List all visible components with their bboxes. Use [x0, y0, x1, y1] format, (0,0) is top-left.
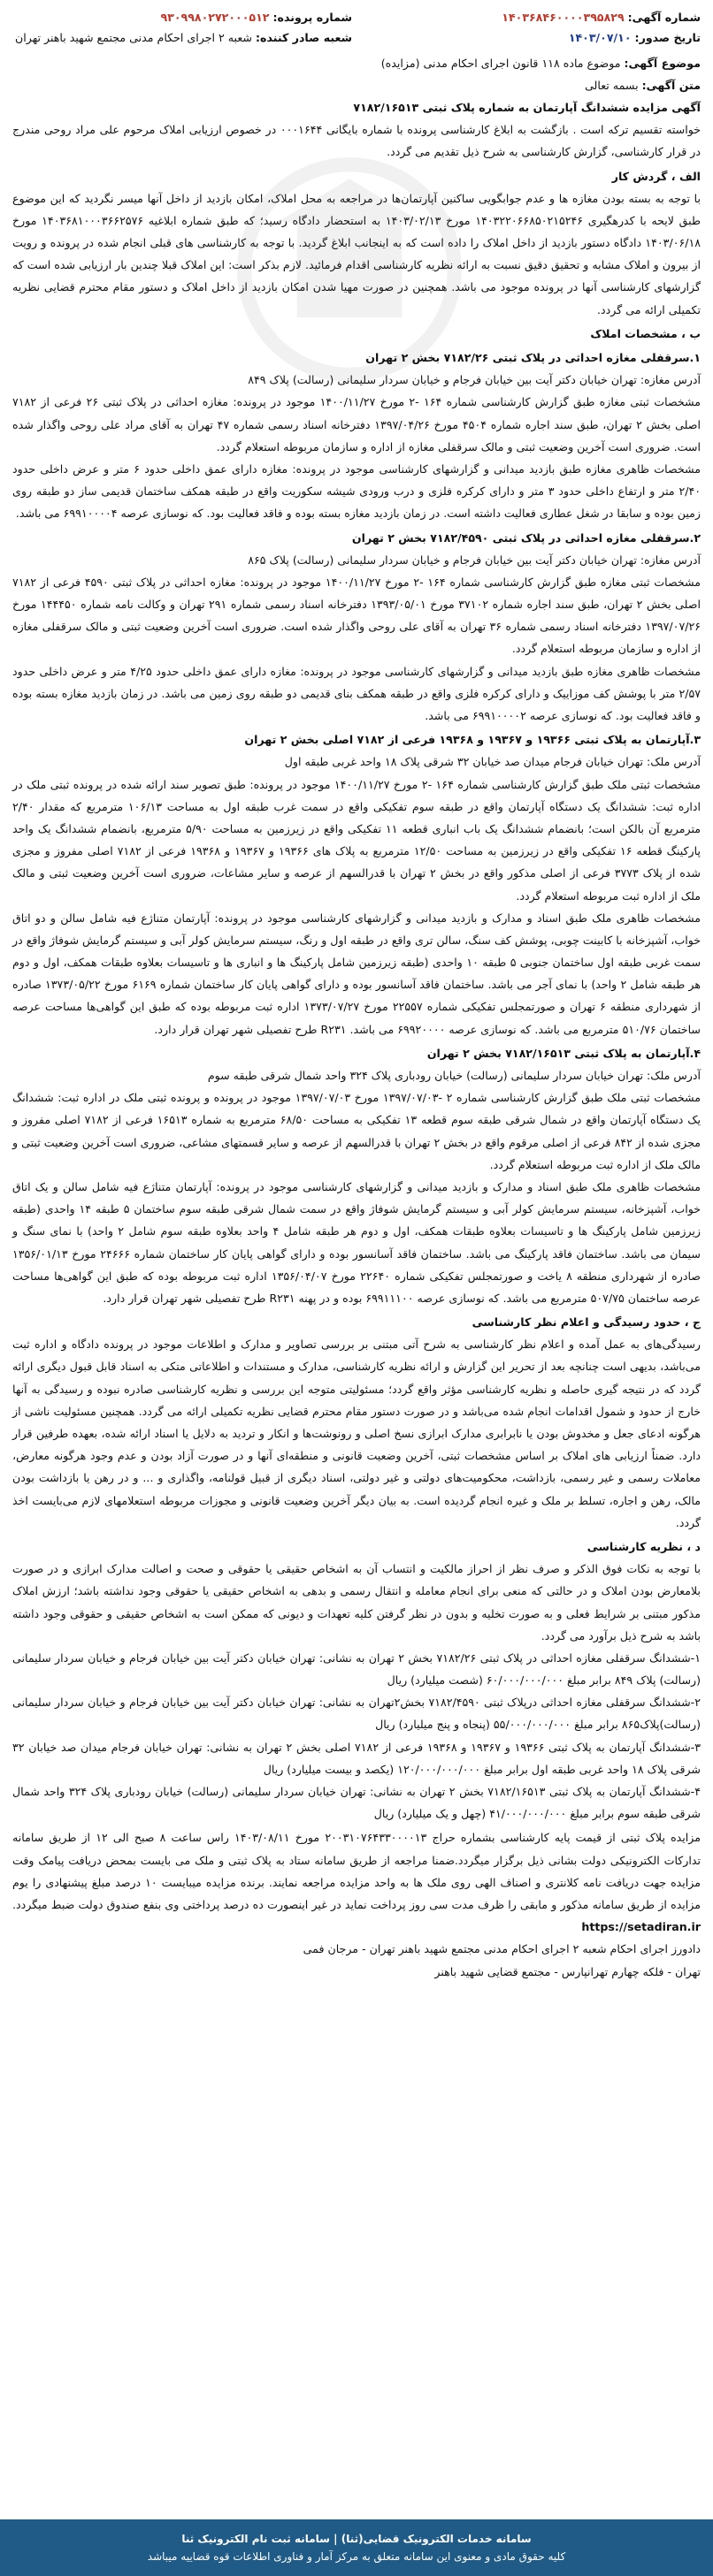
issue-date: ۱۴۰۳/۰۷/۱۰	[568, 31, 632, 45]
property-3-address: آدرس ملک: تهران خیابان فرجام میدان صد خیابان ۳۲ شرقی پلاک ۱۸ واحد غربی طبقه اول	[284, 755, 701, 769]
subject-text: موضوع ماده ۱۱۸ قانون اجرای احکام مدنی (مزایده)	[380, 56, 621, 70]
property-1-address: آدرس مغازه: تهران خیابان دکتر آیت بین خیابان فرجام و خیابان سردار سلیمانی (رسالت) پلاک ۸۴۹	[248, 373, 701, 387]
section-b-title: ب ، مشخصات املاک	[590, 326, 701, 340]
property-3-physical: مشخصات ظاهری ملک طبق اسناد و مدارک و بازدید میدانی و گزارشهای کارشناسی موجود در پرونده: آپارتمان متناژع فیه شامل سالن و دو اتاق خواب، آشپزخانه با کابینت چوبی، پوشش کف سنگ، سالن تری واقع در طبقه اول و رنگ، سیستم سرمایش کولر آبی و سیستم گرمایش شوفاژ واقع در سمت غربی طبقه اول ساختمان جنوبی ۵ طبقه ۱۰ واحدی (طبقه زیرزمین شامل پارکینگ ها و انباری ها و تاسیسات بعلاوه طبقات همکف، اول و دوم هر طبقه شامل ۲ واحد) با نمای آجر می باشد. ساختمان فاقد آسانسور بوده و دارای گواهی پایان کار ساختمان شماره ۶۱۶۹ مورخ ۱۳۷۳/۰۵/۲۲ صادره از شهرداری منطقه ۶ تهران و صورتمجلس تفکیکی شماره ۲۲۵۵۷ مورخ ۱۳۷۳/۰۷/۲۷ اداره ثبت مربوطه بوده که طبق این گواهی‌ها مساحت عرصه ساختمان ۵۱۰/۷۶ مترمربع می باشد. که نوسازی عرصه ۶۹۹۲۰۰۰۰ می باشد. R۲۳۱ طرح تفصیلی شهر تهران قرار دارد.	[12, 911, 702, 1036]
issuer-branch: شعبه ۲ اجرای احکام مدنی مجتمع شهید باهنر تهران	[15, 31, 252, 45]
ad-number: ۱۴۰۳۶۸۴۶۰۰۰۰۳۹۵۸۲۹	[502, 11, 625, 24]
section-a-title: الف ، گردش کار	[611, 169, 701, 183]
section-a-body: با توجه به بسته بودن مغازه ها و عدم جوابگویی ساکنین آپارتمان‌ها در مراجعه به محل املاک، امکان بازدید از داخل آنها میسر نگردید که این موضوع طبق لایحه با کدرهگیری ۱۴۰۳۲۲۰۶۶۸۵۰۲۱۵۲۴۶ مورخ ۱۴۰۳/۰۲/۱۳ به استحضار دادگاه رسید؛ که طبق شماره ابلاغیه ۱۴۰۳۶۸۱۰۰۰۳۶۶۲۵۷۶ مورخ ۱۴۰۳/۰۶/۱۸ دادگاه دستور بازدید از داخل املاک را داده است که به اینجانب ابلاغ گردید. با توجه به کارشناسی های قبلی انجام شده در پرونده و رویت از بیرون و املاک مشابه و تحقیق دقیق نسبت به ارائه نظریه کارشناسی اقدام فرمائید. لازم بذکر است: این املاک قبلا چندین بار ارزیابی شده است که گزارشهای کارشناسی آنها در پرونده موجود می باشد. همچنین در صورت مهیا شدن امکان بازدید از داخل املاک و دستور مقام محترم قضایی نظریه تکمیلی ارائه می گردد.	[12, 191, 702, 316]
ad-number-row	[361, 7, 701, 27]
property-4-registration: مشخصات ثبتی ملک طبق گزارش کارشناسی شماره ۲ -۱۳۹۷/۰۷/۰۳ مورخ ۱۳۹۷/۰۷/۰۳ موجود در پرونده و پرونده ثبتی ملک در اداره ثبت: ششدانگ یک دستگاه آپارتمان واقع در شمال شرقی طبقه سوم قطعه ۱۳ تفکیکی به مساحت ۶۸/۵۰ مترمربع به شماره ۱۶۵۱۳ فرعی از ۷۱۸۲ اصلی مفروز و مجزی شده از ۸۴۲ فرعی از اصلی مرقوم واقع در بخش ۲ تهران با قدرالسهم از عرصه و سایر قسمتهای مشاعی، ضروری است آخرین وضعیت ثبتی و مالک ملک از اداره ثبت مربوطه استعلام گردد.	[12, 1091, 701, 1171]
case-number-row	[12, 7, 352, 27]
ad-number-label: شماره آگهی:	[627, 11, 701, 24]
valuation-3: ۳-ششدانگ آپارتمان به پلاک ثبتی ۱۹۳۶۶ و ۱۹۳۶۷ و ۱۹۳۶۸ فرعی از ۷۱۸۲ اصلی بخش ۲ تهران به نشانی: تهران خیابان فرجام میدان صد خیابان ۳۲ شرقی پلاک ۱۸ واحد غربی طبقه اول برابر مبلغ ۱۲۰/۰۰۰/۰۰۰/۰۰۰ (یکصد و بیست میلیارد) ریال	[12, 1740, 701, 1776]
property-1-registration: مشخصات ثبتی مغازه طبق گزارش کارشناسی شماره ۱۶۴ -۲ مورخ ۱۴۰۰/۱۱/۲۷ موجود در پرونده: مغازه احداثی در پلاک ثبتی ۲۶ فرعی از ۷۱۸۲ اصلی بخش ۲ تهران، طبق سند اجاره شماره ۴۵۰۴ مورخ ۱۳۹۷/۰۴/۲۶ دفترخانه اسناد رسمی شماره ۴۷ تهران به آقای مراد علی روحی واگذار شده است. ضروری است آخرین وضعیت ثبتی و مالک سرقفلی مغازه از اداره و سازمان مربوطه استعلام گردد.	[12, 395, 701, 453]
section-d-title: د ، نظریه کارشناسی	[586, 1539, 701, 1553]
issue-date-label: تاریخ صدور:	[634, 31, 701, 45]
setad-link[interactable]: https://setadiran.ir	[581, 1920, 701, 1934]
section-c-body: رسیدگی‌های به عمل آمده و اعلام نظر کارشناسی به شرح آتی مبتنی بر بررسی تصاویر و مدارک و اطلاعات موجود در پرونده دادگاه و اداره ثبت می‌باشد، بدیهی است چنانچه بعد از تحریر این گزارش و ارائه نظریه کارشناسی، مدارک و مستندات و اطلاعاتی متکی به اسناد قابل قبول دیگری ارائه گردد که در نتیجه گیری حاصله و نظریه کارشناسی مؤثر واقع گردد؛ مسئولیتی متوجه این بررسی و نظریه کارشناسی صادره نبوده و رسیدگی به آنها خارج از حدود و شمول اقدامات انجام شده می‌باشد و در صورت دستور مقام محترم قضایی نظریه تکمیلی ارائه می گردد. همچنین مسئولیت ناشی از هرگونه ادعای جعل و مخدوش بودن یا نابرابری مدارک ابرازی نسخ اصلی و رونوشت‌ها و انکار و تردید به دلایل یا اسناد ارائه شده، بعهده طرفین قرار دارد. ضمناً ارزیابی های املاک بر اساس مشخصات ثبتی، آخرین وضعیت قانونی و منطقه‌ای آنها و در صورت آزاد بودن و عدم وجود هرگونه معارض، معاملات رسمی و غیر رسمی، بازداشت، محکومیت‌های دولتی و غیر دولتی، اسناد دیگری از قبیل قولنامه، واگذاری و ... و در رهن یا بازداشت بودن مالک، رهن و اجاره، تسلط بر ملک و غیره انجام گردیده است. به بیان دیگر آخرین وضعیت قانونی و مجوزات مربوطه استعلامهای لازم می‌بایست اخذ گردد.	[12, 1338, 701, 1529]
case-number: ۹۳۰۹۹۸۰۲۷۲۰۰۰۵۱۲	[160, 11, 270, 24]
subject-line	[12, 52, 701, 74]
text-label: متن آگهی:	[641, 78, 701, 92]
property-2-address: آدرس مغازه: تهران خیابان دکتر آیت بین خیابان فرجام و خیابان سردار سلیمانی (رسالت) پلاک ۸۶۵	[248, 553, 701, 567]
signature-line-2: تهران - فلکه چهارم تهرانپارس - مجتمع قضایی شهید باهنر	[434, 1964, 701, 1978]
section-d-body: با توجه به نکات فوق الذکر و صرف نظر از احراز مالکیت و انتساب آن به اشخاص حقیقی یا حقوقی و صحت و اصالت مدارک ابرازی و در صورت بلامعارض بودن املاک و در حالتی که منعی برای انجام معامله و انتقال رسمی و بدهی به اشخاص حقیقی یا حقوقی وجود نداشته باشد؛ ارزش املاک مذکور مبتنی بر شرایط فعلی و به صورت تخلیه و بدون در نظر گرفتن کلیه تعهدات و دیونی که ممکن است به اشخاص حقیقی و حقوقی وجود داشته باشد به شرح ذیل برآورد می گردد.	[12, 1562, 701, 1642]
issuer-label: شعبه صادر کننده:	[255, 31, 352, 45]
issue-date-row	[361, 27, 701, 48]
property-4-address: آدرس ملک: تهران خیابان سردار سلیمانی (رسالت) خیابان رودباری پلاک ۳۲۴ واحد شمال شرقی طبقه سوم	[207, 1069, 701, 1083]
text-intro: بسمه تعالی	[585, 78, 639, 92]
property-2-physical: مشخصات ظاهری مغازه طبق بازدید میدانی و گزارشهای کارشناسی موجود در پرونده: مغازه دارای عمق داخلی حدود ۴/۲۵ متر و عرض داخلی حدود ۲/۵۷ متر با پوشش کف موزاییک و دارای کرکره فلزی واقع در طبقه همکف بنای قدیمی دو طبقه روی زمین می باشد. در زمان بازدید مغازه بسته بوده و فاقد فعالیت بود. که نوسازی عرصه ۶۹۹۱۰۰۰۰۲ می باشد.	[12, 664, 701, 723]
property-1-title: ۱.سرقفلی مغازه احداثی در پلاک ثبتی ۷۱۸۲/۲۶ بخش ۲ تهران	[365, 351, 701, 365]
issuer-row	[12, 27, 352, 48]
property-3-title: ۳.آپارتمان به پلاک ثبتی ۱۹۳۶۶ و ۱۹۳۶۷ و ۱۹۳۶۸ فرعی از ۷۱۸۲ اصلی بخش ۲ تهران	[244, 733, 701, 747]
property-2-registration: مشخصات ثبتی مغازه طبق گزارش کارشناسی شماره ۱۶۴ -۲ مورخ ۱۴۰۰/۱۱/۲۷ موجود در پرونده: مغازه احداثی در پلاک ثبتی ۴۵۹۰ فرعی از ۷۱۸۲ اصلی بخش ۲ تهران، طبق سند اجاره شماره ۳۷۱۰۲ مورخ ۱۳۹۳/۰۵/۰۱ دفترخانه اسناد رسمی شماره ۲۹۱ تهران و وکالت نامه شماره ۱۴۴۴۵۰ مورخ ۱۳۹۷/۰۷/۲۶ دفترخانه اسناد رسمی شماره ۳۶ تهران به آقای علی روحی واگذار شده است. ضروری است آخرین وضعیت ثبتی و مالک سرقفلی مغازه از اداره و سازمان مربوطه استعلام گردد.	[12, 575, 702, 656]
valuation-1: ۱-ششدانگ سرقفلی مغازه احداثی در پلاک ثبتی ۷۱۸۲/۲۶ بخش ۲ تهران به نشانی: تهران خیابان دکتر آیت بین خیابان فرجام و خیابان سردار سلیمانی (رسالت) پلاک ۸۴۹ برابر مبلغ ۶۰/۰۰۰/۰۰۰/۰۰۰ (شصت میلیارد) ریال	[12, 1650, 701, 1688]
intro-paragraph: خواسته تقسیم ترکه است . بازگشت به ابلاغ کارشناسی پرونده با شماره بایگانی ۰۰۰۱۶۴۴ در خصوص ارزیابی املاک مرحوم علی مراد روحی مندرج در قرار کارشناسی، گزارش کارشناسی به شرح ذیل تقدیم می گردد.	[12, 123, 701, 159]
auction-paragraph	[12, 1826, 701, 1938]
case-number-label: شماره پرونده:	[272, 11, 352, 24]
auction-text: مزایده پلاک ثبتی از قیمت پایه کارشناسی بشماره حراج ۲۰۰۳۱۰۷۶۴۳۳۰۰۰۰۱۳ مورخ ۱۴۰۳/۰۸/۱۱ راس ساعت ۸ صبح الی ۱۲ از طریق سامانه تدارکات الکترونیکی دولت بشانی ذیل برگزار میگردد.ضمنا مراجعه از طریق سامانه ستاد به پلاک ثبتی و ملک می بایست بمحض دریافت پیامک وقت مزایده جهت دریافت نامه کلانتری و اصناف الهی روی ملک ها به واحد مزایده مراجعه نمایند. برنده مزایده میبایست ۱۰ درصد مبلغ پیشنهادی را یوم مزایده از طریق سامانه مذکور و مابقی را ظرف مدت سی روز پرداخت نماید در غیر اینصورت ده درصد پرداختی وی بنفع صندوق دولت ضبط میگردد.	[12, 1831, 701, 1911]
subject-label: موضوع آگهی:	[624, 56, 701, 70]
text-label-line	[12, 74, 701, 96]
footer-links[interactable]: سامانه خدمات الکترونیک قضایی(ثنا) | سامانه ثبت نام الکترونیک ثنا	[181, 2533, 532, 2545]
valuation-2: ۲-ششدانگ سرقفلی مغازه احداثی درپلاک ثبتی ۷۱۸۲/۴۵۹۰ بخش۲تهران به نشانی: تهران خیابان دکتر آیت بین خیابان فرجام و خیابان سردار سلیمانی (رسالت)پلاک۸۶۵ برابر مبلغ ۵۵/۰۰۰/۰۰۰/۰۰۰ (پنجاه و پنج میلیارد) ریال	[12, 1696, 701, 1732]
notice-title: آگهی مزایده ششدانگ آپارتمان به شماره پلاک ثبتی ۷۱۸۲/۱۶۵۱۳	[353, 100, 701, 114]
footer-copyright: کلیه حقوق مادی و معنوی این سامانه متعلق به مرکز آمار و فناوری اطلاعات قوه قضاییه میباشد	[147, 2550, 566, 2564]
valuation-4: ۴-ششدانگ آپارتمان به پلاک ثبتی ۷۱۸۲/۱۶۵۱۳ بخش ۲ تهران به نشانی: تهران خیابان سردار سلیمانی (رسالت) خیابان رودباری پلاک ۳۲۴ واحد شمال شرقی طبقه سوم برابر مبلغ ۴۱/۰۰۰/۰۰۰/۰۰۰ (چهل و یک میلیارد) ریال	[12, 1785, 701, 1821]
property-3-registration: مشخصات ثبتی ملک طبق گزارش کارشناسی شماره ۱۶۴ -۲ مورخ ۱۴۰۰/۱۱/۲۷ موجود در پرونده: طبق تصویر سند ارائه شده در پرونده ثبتی ملک در اداره ثبت: ششدانگ یک دستگاه آپارتمان واقع در طبقه سوم تفکیکی واقع در سمت غرب طبقه اول به مساحت ۱۰۶/۱۳ مترمربع که مقدار ۲/۴۰ مترمربع آن بالکن است؛ بانضمام ششدانگ یک باب انباری قطعه ۱۱ تفکیکی واقع در زیرزمین به مساحت ۵/۹۰ مترمربع، بانضمام ششدانگ یک واحد پارکینگ قطعه ۱۶ تفکیکی واقع در زیرزمین به مساحت ۱۲/۵۰ مترمربع به پلاک های ۱۹۳۶۶ و ۱۹۳۶۷ و ۱۹۳۶۸ فرعی از ۷۱۸۲ اصلی مفروز و مجزی شده از پلاک ۳۷۷۳ فرعی از اصلی مذکور واقع در بخش ۲ تهران با قدرالسهم از عرصه و سایر مشاعات، ضروری است آخرین وضعیت ثبتی و مالک ملک از اداره ثبت مربوطه استعلام گردد.	[12, 777, 701, 903]
notice-header	[12, 7, 701, 49]
property-2-title: ۲.سرقفلی مغازه احداثی در پلاک ثبتی ۷۱۸۲/۴۵۹۰ بخش ۲ تهران	[351, 530, 701, 545]
sana-footer	[0, 2519, 713, 2576]
property-1-physical: مشخصات ظاهری مغازه طبق بازدید میدانی و گزارشهای کارشناسی موجود در پرونده: مغازه دارای عمق داخلی حدود ۶ متر و عرض داخلی حدود ۲/۴۰ متر و ارتفاع داخلی حدود ۳ متر و دارای کرکره فلزی و درب ورودی شیشه سکوریت واقع در طبقه همکف ساختمان قدیمی ساز دو طبقه روی زمین بوده و سابقا در شغل عطاری فعالیت داشته است. در زمان بازدید مغازه بسته بوده و فاقد فعالیت بود. که نوسازی عرصه ۶۹۹۱۰۰۰۰۴ می باشد.	[12, 461, 701, 521]
property-4-title: ۴.آپارتمان به پلاک ثبتی ۷۱۸۲/۱۶۵۱۳ بخش ۲ تهران	[426, 1046, 701, 1060]
property-4-physical: مشخصات ظاهری ملک طبق اسناد و مدارک و بازدید میدانی و گزارشهای کارشناسی موجود در پرونده: آپارتمان متناژع فیه شامل سالن و یک اتاق خواب، آشپزخانه، سیستم سرمایش کولر آبی و سیستم گرمایش شوفاژ واقع در سمت شمال شرقی طبقه سوم ساختمان ۵ طبقه ۱۴ واحدی (طبقه زیرزمین شامل پارکینگ ها و تاسیسات بعلاوه طبقات همکف، اول و دوم هر طبقه شامل ۴ واحد بعلاوه طبقه سوم شامل ۲ واحد) با نمای سنگ و سیمان می باشد. ساختمان فاقد پارکینگ می باشد. ساختمان فاقد آسانسور بوده و دارای گواهی پایان کار ساختمان شماره ۲۴۶۶۶ مورخ ۱۳۵۶/۰۱/۱۳ صادره از شهرداری منطقه ۸ یاخت و صورتمجلس تفکیکی شماره ۲۲۶۴۰ مورخ ۱۳۵۶/۰۴/۰۷ اداره ثبت مربوطه بوده که طبق این گواهی‌ها مساحت عرصه ساختمان ۵۰۷/۷۵ مترمربع می باشد. که نوسازی عرصه ۶۹۹۱۱۱۰۰ بوده و در پهنه R۲۳۱ طرح تفصیلی شهر تهران قرار دارد.	[12, 1179, 702, 1305]
signature-line-1: دادورز اجرای احکام شعبه ۲ اجرای احکام مدنی مجتمع شهید باهنر تهران - مرجان فمی	[303, 1942, 701, 1956]
section-c-title: ج ، حدود رسیدگی و اعلام نظر کارشناسی	[472, 1315, 701, 1330]
